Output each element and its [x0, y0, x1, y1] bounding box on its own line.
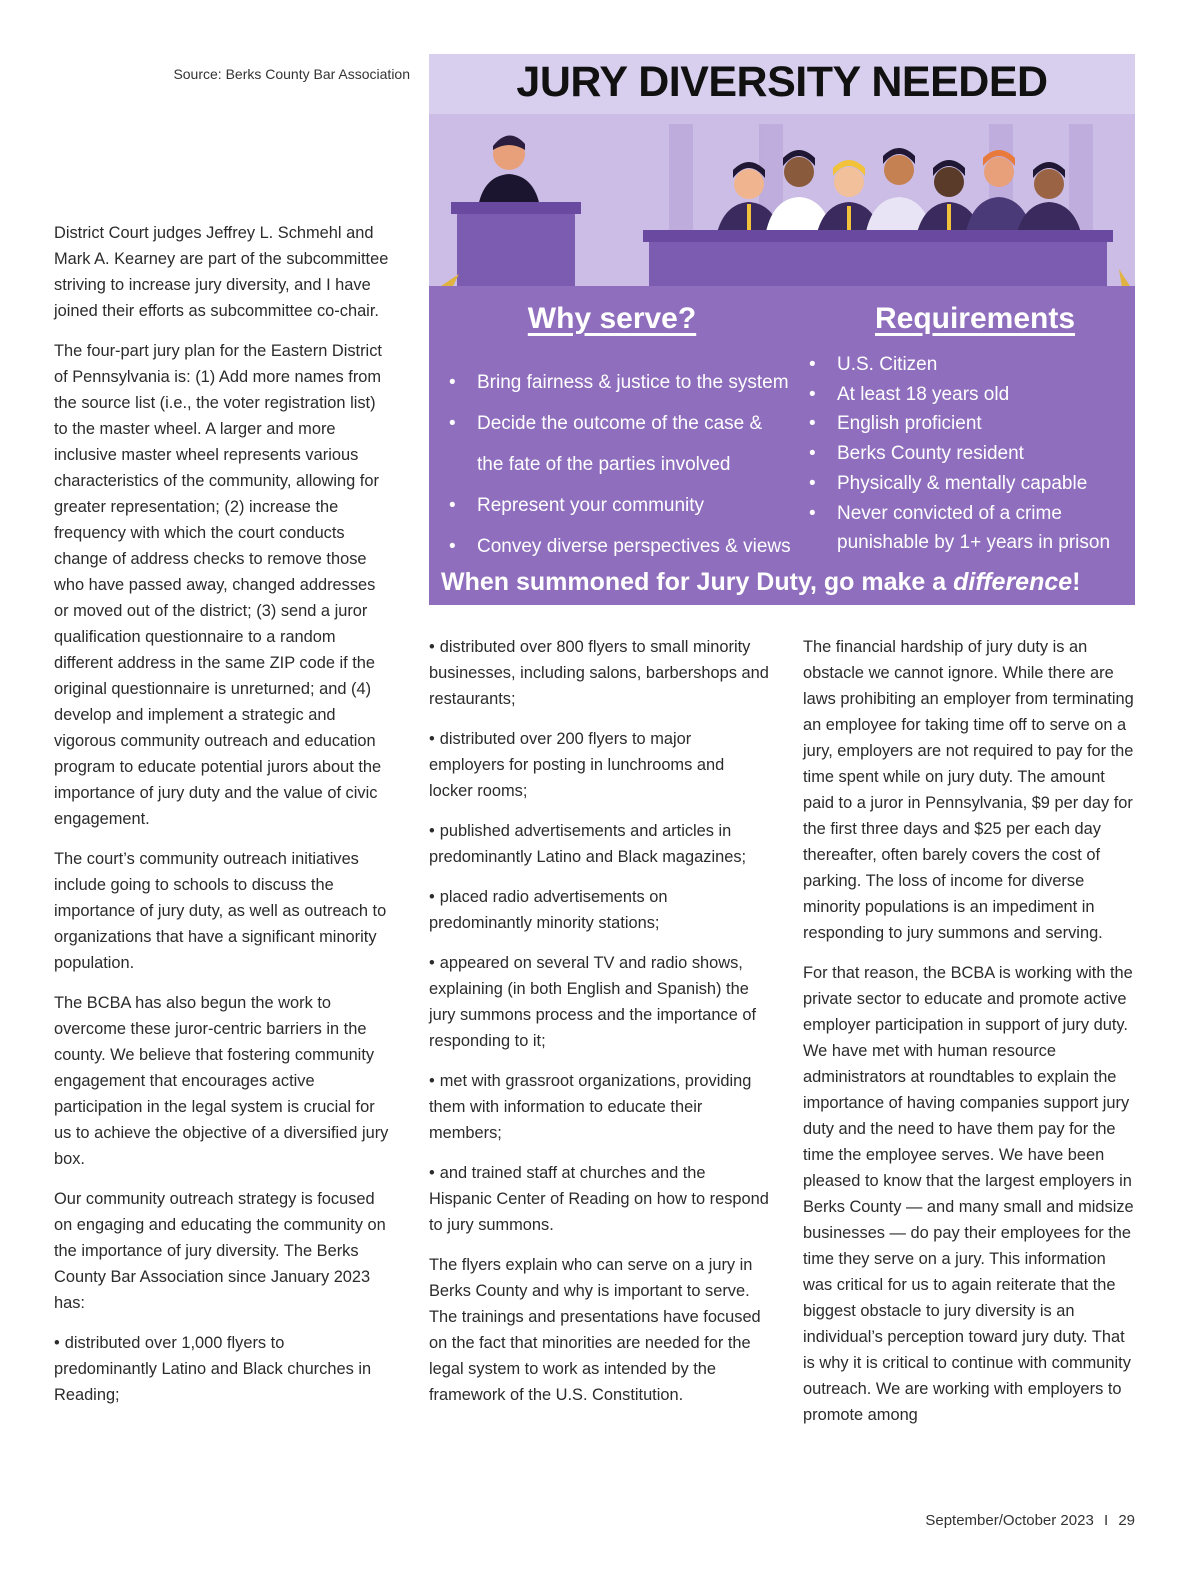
bullet-item: • distributed over 800 flyers to small minority businesses, including salons, barbershops and restaurants; [429, 638, 769, 708]
why-serve-list [449, 362, 819, 567]
requirements-heading: Requirements [874, 302, 1076, 335]
req-item: • Berks County resident [809, 443, 1024, 465]
bullet-item: • and trained staff at churches and the Hispanic Center of Reading on how to respond to jury summons. [429, 1164, 769, 1234]
jury-diversity-poster [429, 54, 1135, 605]
bullet-item: • placed radio advertisements on predominantly minority stations; [429, 888, 668, 932]
why-item: • Represent your community [449, 495, 705, 516]
bullet-item: • published advertisements and articles in predominantly Latino and Black magazines; [429, 822, 747, 866]
issue-date: September/October 2023 [925, 1512, 1094, 1529]
req-item: • Never convicted of a crime [809, 502, 1062, 524]
poster-call-to-action: When summoned for Jury Duty, go make a difference! [441, 568, 1081, 596]
footer-separator: I [1103, 1512, 1109, 1529]
paragraph: The flyers explain who can serve on a jury in Berks County and why is important to serve. The trainings and presentations have focused on the fact that minorities are needed for the legal system to work as intended by the framework of the U.S. Constitution. [429, 1256, 761, 1404]
paragraph: For that reason, the BCBA is working with the private sector to educate and promote active employer participation in support of jury duty. We have met with human resource administrators at roundtables to explain the importance of having companies support jury duty and the need to have them pay for the time the employee serves. We have been pleased to know that the largest employers in Berks County — and many small and midsize businesses — do pay their employees for the time they serve on a jury. This information was critical for us to again reiterate that the biggest obstacle to jury diversity is an individual’s perception toward jury duty. That is why it is critical to continue with community outreach. We are working with employers to promote among [803, 964, 1134, 1424]
req-item-continuation: punishable by 1+ years in prison [837, 532, 1111, 554]
paragraph: Our community outreach strategy is focused on engaging and educating the community on the importance of jury diversity. The Berks County Bar Association since January 2023 has: [54, 1190, 386, 1312]
req-item: • At least 18 years old [809, 383, 1010, 405]
paragraph: The financial hardship of jury duty is an obstacle we cannot ignore. While there are laws prohibiting an employer from terminating an employee for taking time off to serve on a jury, employers are not required to pay for the time spent while on jury duty. The amount paid to a juror in Pennsylvania, $9 per day for the first three days and $25 per each day thereafter, often barely covers the cost of parking. The loss of income for diverse minority populations is an impediment in responding to jury summons and serving. [803, 638, 1134, 942]
req-item: • U.S. Citizen [809, 354, 938, 375]
req-item: • English proficient [809, 413, 982, 435]
article-column-1 [54, 220, 390, 1422]
why-item: • Bring fairness & justice to the system [449, 372, 789, 393]
why-item: • Convey diverse perspectives & views [449, 536, 791, 557]
article-column-3 [803, 634, 1139, 1442]
bullet-item: • distributed over 1,000 flyers to predominantly Latino and Black churches in Reading; [54, 1334, 372, 1404]
paragraph: The BCBA has also begun the work to overcome these juror-centric barriers in the county. We believe that fostering community engagement that encourages active participation in the legal system is crucial for us to achieve the objective of a diversified jury box. [54, 994, 389, 1168]
page-footer [925, 1512, 1135, 1529]
paragraph: The four-part jury plan for the Eastern District of Pennsylvania is: (1) Add more names from the source list (i.e., the voter registration list) to the master wheel. A larger and more inclusive master wheel represents various characteristics of the community, allowing for greater representation; (2) increase the frequency with which the court conducts change of address checks to remove those who have passed away, changed addresses or moved out of the district; (3) send a juror qualification questionnaire to a random different address in the same ZIP code if the original questionnaire is unreturned; and (4) develop and implement a strategic and vigorous community outreach and education program to educate potential jurors about the importance of jury duty and the value of civic engagement. [54, 342, 382, 828]
paragraph: District Court judges Jeffrey L. Schmehl and Mark A. Kearney are part of the subcommittee striving to increase jury diversity, and I have joined their efforts as subcommittee co-chair. [54, 224, 389, 320]
requirements-list [809, 350, 1129, 558]
bullet-item: • appeared on several TV and radio shows, explaining (in both English and Spanish) the jury summons process and the importance of responding to it; [429, 954, 757, 1050]
why-item-continuation: the fate of the parties involved [477, 454, 731, 475]
image-source-caption: Source: Berks County Bar Association [173, 66, 410, 82]
why-item: • Decide the outcome of the case & [449, 413, 763, 434]
paragraph: The court’s community outreach initiatives include going to schools to discuss the importance of jury duty, as well as outreach to organizations that have a significant minority population. [54, 850, 387, 972]
article-column-2 [429, 634, 769, 1422]
bullet-item: • met with grassroot organizations, providing them with information to educate their members; [429, 1072, 752, 1142]
poster-title: JURY DIVERSITY NEEDED [516, 58, 1048, 106]
req-item: • Physically & mentally capable [809, 472, 1088, 494]
bullet-item: • distributed over 200 flyers to major employers for posting in lunchrooms and locker rooms; [429, 730, 725, 800]
page-number: 29 [1118, 1512, 1135, 1529]
why-serve-heading: Why serve? [527, 302, 697, 335]
